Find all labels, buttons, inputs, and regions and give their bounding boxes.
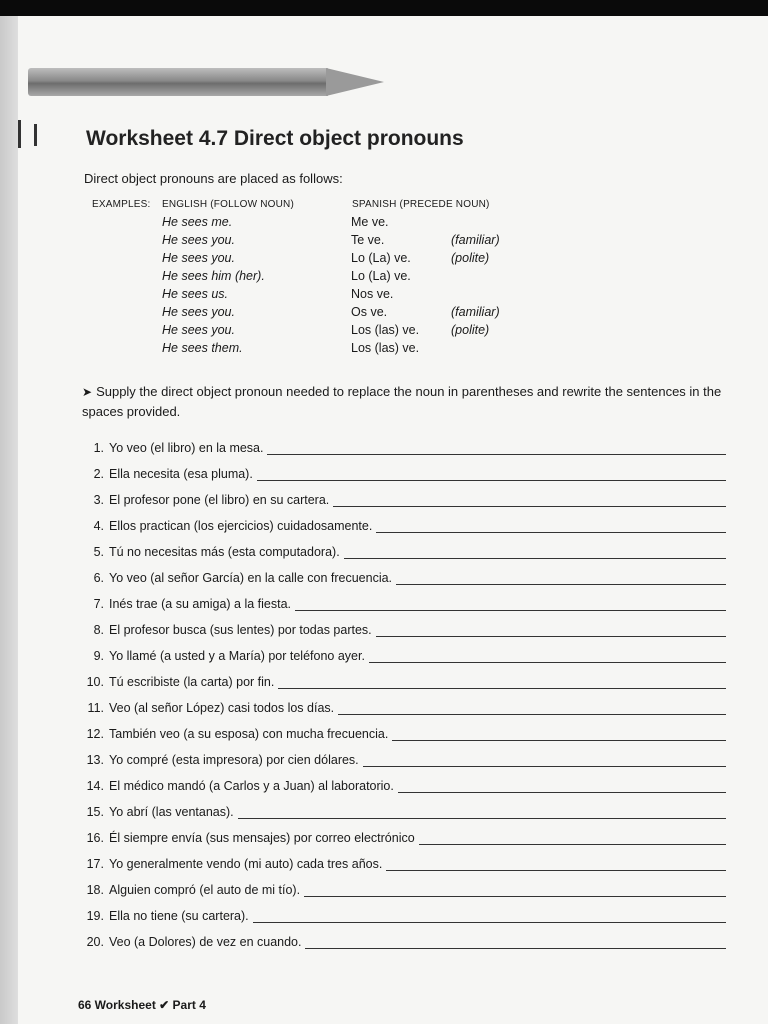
- exercise-item: [76, 565, 726, 585]
- item-number: 16.: [86, 831, 104, 845]
- example-spanish: Lo (La) ve.: [351, 251, 411, 265]
- exercise-item: [76, 799, 726, 819]
- page-footer: 66 Worksheet ✔ Part 4: [78, 998, 206, 1012]
- example-spanish: Los (las) ve.: [351, 323, 420, 337]
- example-spanish: Nos ve.: [351, 287, 394, 301]
- item-number: 17.: [86, 857, 104, 871]
- exercise-item: [76, 903, 726, 923]
- answer-field[interactable]: [238, 803, 726, 819]
- item-sentence: Tú no necesitas más (esta computadora).: [109, 545, 340, 559]
- item-number: 18.: [86, 883, 104, 897]
- exercise-item: [76, 773, 726, 793]
- item-number: 14.: [86, 779, 104, 793]
- example-english: He sees him (her).: [162, 269, 265, 283]
- page-title: Worksheet 4.7 Direct object pronouns: [86, 127, 464, 150]
- item-sentence: Ella necesita (esa pluma).: [109, 467, 253, 481]
- answer-field[interactable]: [333, 491, 726, 507]
- exercise-item: [76, 695, 726, 715]
- example-english: He sees us.: [162, 287, 229, 301]
- example-note: (familiar): [451, 233, 500, 247]
- examples-label: EXAMPLES:: [92, 199, 151, 210]
- spanish-column-header: SPANISH (PRECEDE NOUN): [352, 199, 490, 210]
- exercise-item: [76, 513, 726, 533]
- exercise-item: [76, 539, 726, 559]
- item-number: 7.: [93, 597, 104, 611]
- scan-top-border: [0, 0, 768, 16]
- item-number: 1.: [93, 441, 104, 455]
- item-sentence: El profesor busca (sus lentes) por todas partes.: [109, 623, 372, 637]
- answer-field[interactable]: [392, 725, 726, 741]
- item-sentence: Yo generalmente vendo (mi auto) cada tres años.: [109, 857, 383, 871]
- answer-field[interactable]: [267, 439, 726, 455]
- answer-field[interactable]: [253, 907, 726, 923]
- item-sentence: Yo veo (el libro) en la mesa.: [109, 441, 264, 455]
- item-number: 19.: [86, 909, 104, 923]
- exercise-item: [76, 877, 726, 897]
- item-sentence: También veo (a su esposa) con mucha frecuencia.: [109, 727, 389, 741]
- exercise-item: [76, 929, 726, 949]
- example-english: He sees you.: [162, 305, 235, 319]
- example-note: (familiar): [451, 305, 500, 319]
- example-spanish: Te ve.: [351, 233, 385, 247]
- answer-field[interactable]: [278, 673, 726, 689]
- exercise-item: [76, 721, 726, 741]
- answer-field[interactable]: [376, 621, 726, 637]
- example-english: He sees you.: [162, 323, 235, 337]
- answer-field[interactable]: [376, 517, 726, 533]
- item-sentence: Yo abrí (las ventanas).: [109, 805, 234, 819]
- answer-field[interactable]: [396, 569, 726, 585]
- exercise-item: [76, 747, 726, 767]
- item-sentence: Ella no tiene (su cartera).: [109, 909, 249, 923]
- answer-field[interactable]: [363, 751, 726, 767]
- intro-text: Direct object pronouns are placed as follows:: [84, 171, 343, 186]
- item-number: 3.: [93, 493, 104, 507]
- item-sentence: Tú escribiste (la carta) por fin.: [109, 675, 275, 689]
- answer-field[interactable]: [386, 855, 726, 871]
- item-sentence: Yo veo (al señor García) en la calle con frecuencia.: [109, 571, 393, 585]
- example-spanish: Os ve.: [351, 305, 388, 319]
- item-sentence: Inés trae (a su amiga) a la fiesta.: [109, 597, 292, 611]
- item-number: 20.: [86, 935, 104, 949]
- item-number: 6.: [93, 571, 104, 585]
- item-sentence: Alguien compró (el auto de mi tío).: [109, 883, 301, 897]
- answer-field[interactable]: [398, 777, 726, 793]
- exercise-item: [76, 435, 726, 455]
- answer-field[interactable]: [304, 881, 726, 897]
- exercise-item: [76, 487, 726, 507]
- item-number: 8.: [93, 623, 104, 637]
- item-sentence: Él siempre envía (sus mensajes) por correo electrónico: [109, 831, 415, 845]
- answer-field[interactable]: [419, 829, 726, 845]
- answer-field[interactable]: [338, 699, 726, 715]
- exercise-item: [76, 461, 726, 481]
- example-english: He sees you.: [162, 251, 235, 265]
- item-number: 10.: [86, 675, 104, 689]
- example-note: (polite): [451, 323, 490, 337]
- answer-field[interactable]: [305, 933, 726, 949]
- pencil-tip-graphic: [326, 68, 384, 96]
- arrowhead-icon: ➤: [82, 385, 93, 399]
- exercise-item: [76, 851, 726, 871]
- answer-field[interactable]: [344, 543, 726, 559]
- example-note: (polite): [451, 251, 490, 265]
- item-sentence: Veo (a Dolores) de vez en cuando.: [109, 935, 302, 949]
- example-spanish: Me ve.: [351, 215, 389, 229]
- exercise-item: [76, 669, 726, 689]
- item-number: 13.: [86, 753, 104, 767]
- item-number: 4.: [93, 519, 104, 533]
- exercise-item: [76, 825, 726, 845]
- answer-field[interactable]: [295, 595, 726, 611]
- item-number: 9.: [93, 649, 104, 663]
- item-number: 5.: [93, 545, 104, 559]
- exercise-item: [76, 617, 726, 637]
- answer-field[interactable]: [369, 647, 726, 663]
- binder-mark: [18, 120, 21, 148]
- example-english: He sees you.: [162, 233, 235, 247]
- pencil-graphic: [28, 68, 328, 96]
- binder-mark: [34, 124, 37, 146]
- exercise-item: [76, 643, 726, 663]
- item-number: 15.: [86, 805, 104, 819]
- exercise-item: [76, 591, 726, 611]
- example-english: He sees me.: [162, 215, 233, 229]
- item-sentence: Yo compré (esta impresora) por cien dólares.: [109, 753, 359, 767]
- item-sentence: Yo llamé (a usted y a María) por teléfono ayer.: [109, 649, 365, 663]
- item-sentence: El profesor pone (el libro) en su cartera.: [109, 493, 330, 507]
- answer-field[interactable]: [257, 465, 726, 481]
- instruction-text: Supply the direct object pronoun needed to replace the noun in parentheses and rewrite the sentences in the spaces provided.: [82, 384, 722, 419]
- example-spanish: Los (las) ve.: [351, 341, 420, 355]
- item-number: 11.: [87, 701, 104, 715]
- item-number: 12.: [86, 727, 104, 741]
- item-number: 2.: [93, 467, 104, 481]
- item-sentence: El médico mandó (a Carlos y a Juan) al laboratorio.: [109, 779, 394, 793]
- item-sentence: Ellos practican (los ejercicios) cuidadosamente.: [109, 519, 373, 533]
- instructions: [82, 382, 732, 421]
- english-column-header: ENGLISH (FOLLOW NOUN): [162, 199, 294, 210]
- example-english: He sees them.: [162, 341, 243, 355]
- item-sentence: Veo (al señor López) casi todos los días.: [109, 701, 335, 715]
- example-spanish: Lo (La) ve.: [351, 269, 411, 283]
